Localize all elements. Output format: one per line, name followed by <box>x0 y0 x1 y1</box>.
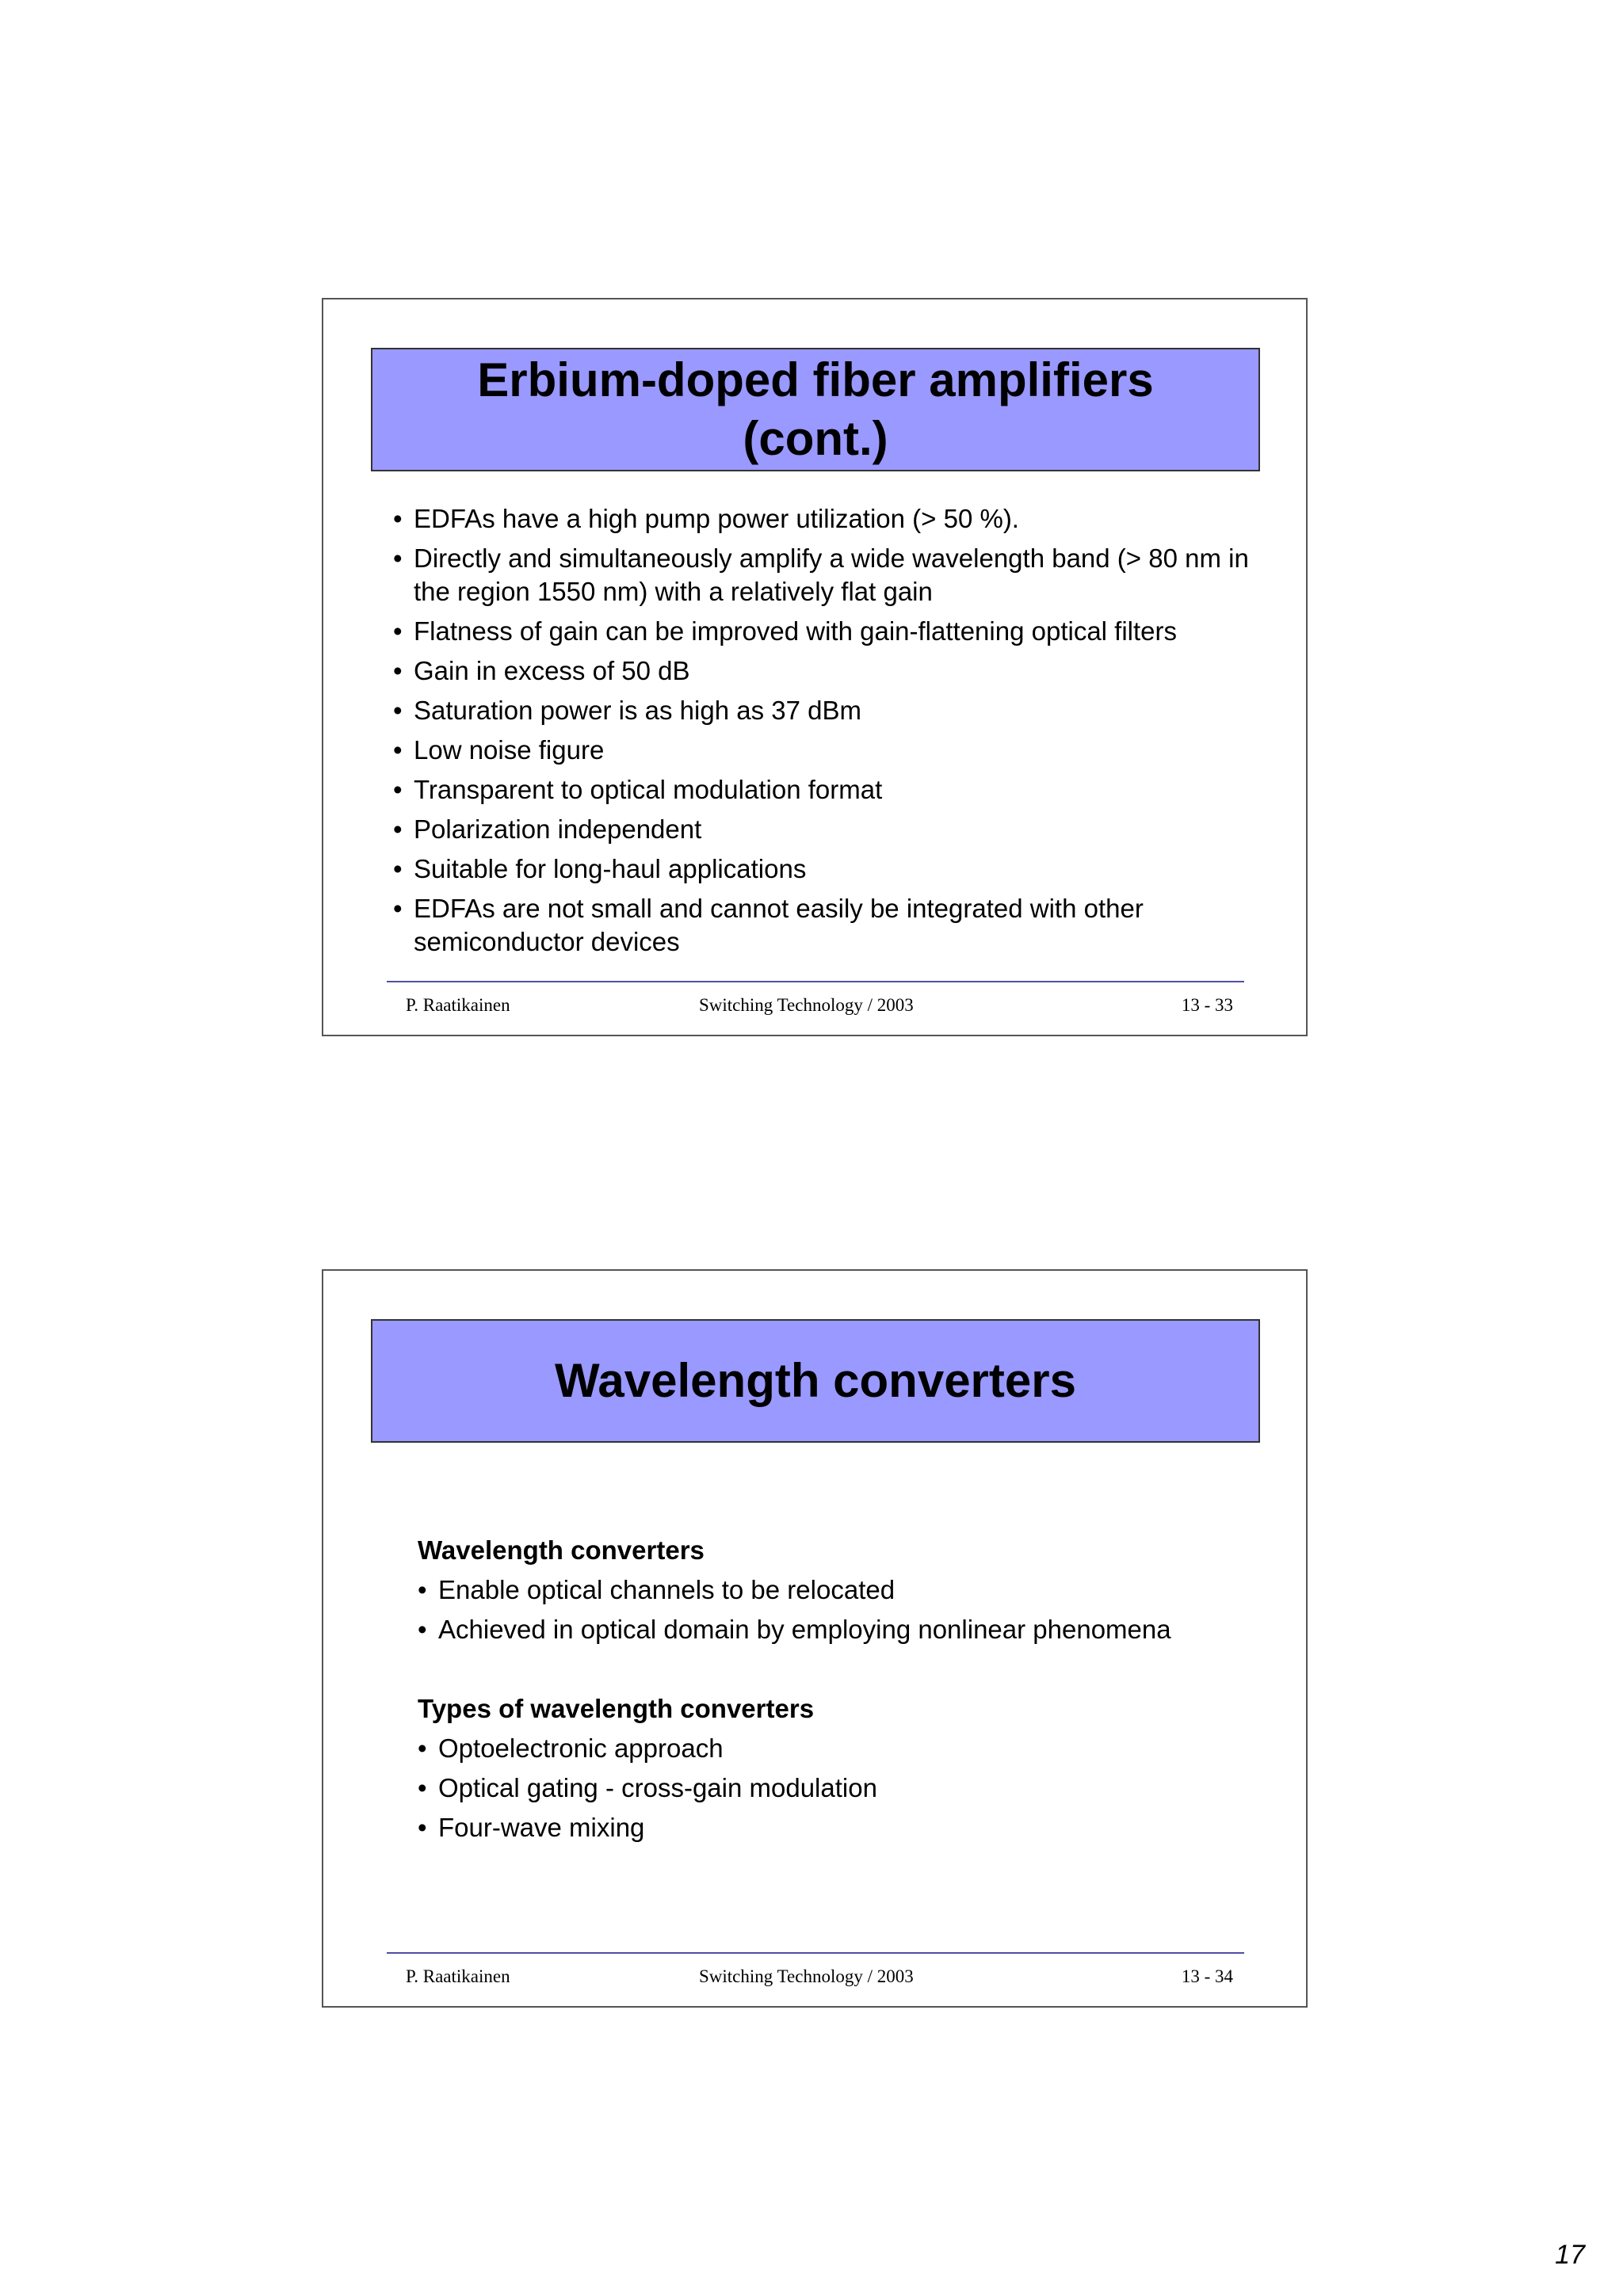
slide-13-33 <box>322 298 1308 1036</box>
footer-slide-number: 13 - 33 <box>1181 995 1233 1015</box>
page-number: 17 <box>1555 2240 1585 2270</box>
bullet-list <box>418 1573 1258 1646</box>
footer-course: Switching Technology / 2003 <box>699 995 914 1015</box>
section-heading: Types of wavelength converters <box>418 1694 815 1723</box>
list-item: • Saturation power is as high as 37 dBm <box>393 694 1257 727</box>
footer-author: P. Raatikainen <box>406 1966 510 1986</box>
list-item: • Polarization independent <box>393 813 1257 846</box>
bullet-list <box>418 1732 1258 1844</box>
list-item: • Transparent to optical modulation format <box>393 773 1257 807</box>
list-item: • EDFAs are not small and cannot easily be integrated with other semiconductor devices <box>393 892 1257 959</box>
list-item: • Optical gating - cross-gain modulation <box>418 1772 1258 1805</box>
list-item: • Low noise figure <box>393 734 1257 767</box>
list-item: • Suitable for long-haul applications <box>393 852 1257 886</box>
list-item: • EDFAs have a high pump power utilization (> 50 %). <box>393 502 1257 536</box>
list-item: • Gain in excess of 50 dB <box>393 654 1257 688</box>
section-spacer <box>418 1653 1258 1692</box>
list-item: • Enable optical channels to be relocated <box>418 1573 1258 1607</box>
footer-divider <box>387 1952 1244 1954</box>
footer-divider <box>387 981 1244 982</box>
slide-title-box <box>371 348 1260 471</box>
slide-body <box>418 1534 1258 1851</box>
bullet-list <box>393 502 1257 965</box>
list-item: • Flatness of gain can be improved with gain-flattening optical filters <box>393 615 1257 648</box>
list-item: • Four-wave mixing <box>418 1811 1258 1844</box>
list-item: • Optoelectronic approach <box>418 1732 1258 1765</box>
slide-title: Erbium-doped fiber amplifiers (cont.) <box>477 353 1154 465</box>
list-item: • Directly and simultaneously amplify a wide wavelength band (> 80 nm in the region 1550 nm) with a relatively flat gain <box>393 542 1257 608</box>
section-heading: Wavelength converters <box>418 1535 705 1565</box>
slide-title: Wavelength converters <box>555 1354 1076 1407</box>
footer-course: Switching Technology / 2003 <box>699 1966 914 1986</box>
footer-author: P. Raatikainen <box>406 995 510 1015</box>
slide-13-34 <box>322 1269 1308 2008</box>
footer-slide-number: 13 - 34 <box>1181 1966 1233 1986</box>
list-item: • Achieved in optical domain by employing nonlinear phenomena <box>418 1613 1258 1646</box>
slide-title-box <box>371 1319 1260 1443</box>
